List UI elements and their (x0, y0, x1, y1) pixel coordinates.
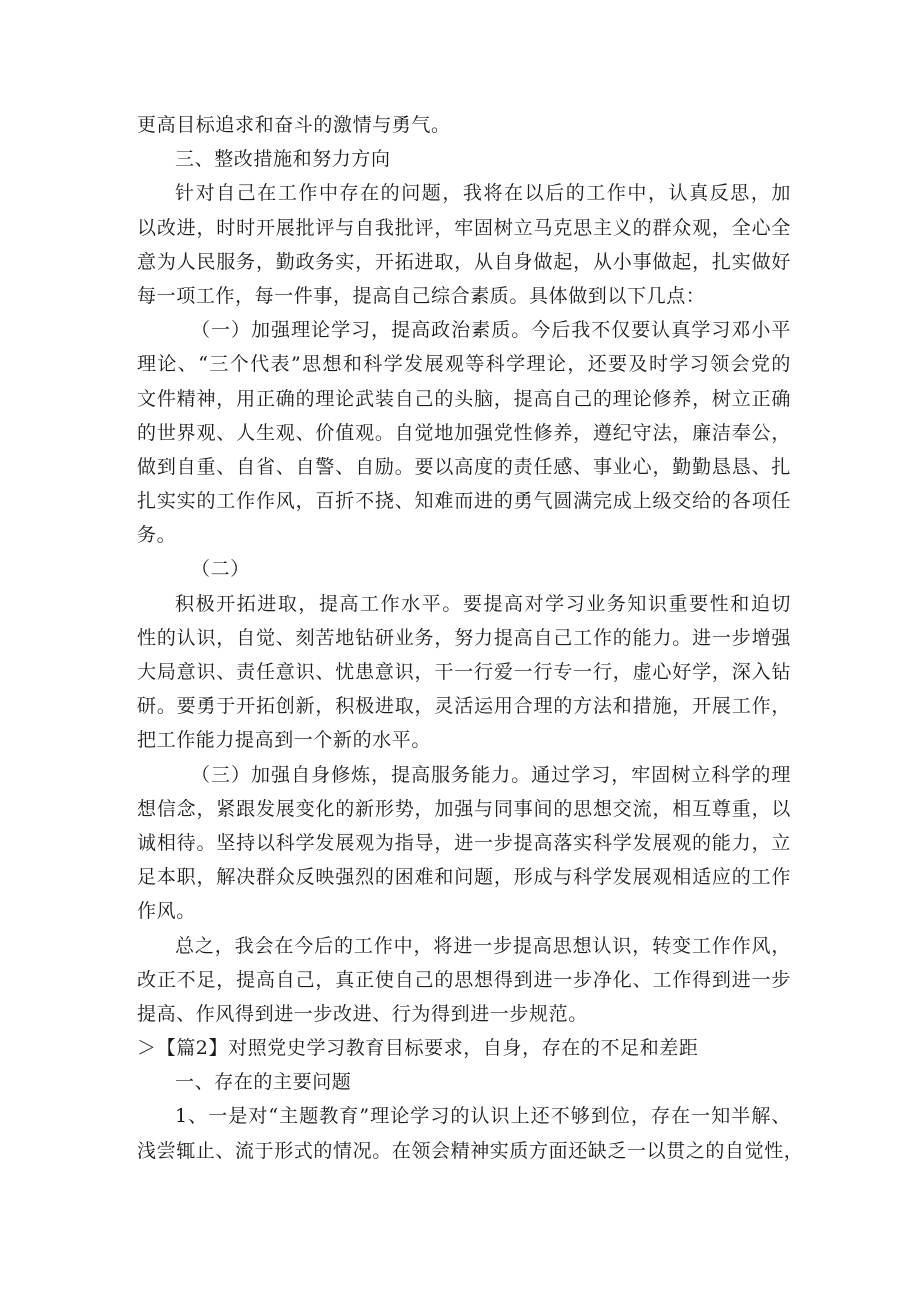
paragraph-line: 务。 (137, 524, 177, 547)
paragraph-line: 每一项工作，每一件事，提高自己综合素质。具体做到以下几点： (137, 284, 706, 307)
paragraph-line: 积极开拓进取，提高工作水平。要提高对学习业务知识重要性和迫切 (175, 592, 791, 615)
paragraph-line: 扎实实的工作作风，百折不挠、知难而进的勇气圆满完成上级交给的各项任 (137, 490, 791, 513)
section-heading-rectification: 三、整改措施和努力方向 (175, 148, 391, 171)
paragraph-line: 更高目标追求和奋斗的激情与勇气。 (137, 114, 451, 136)
paragraph-line: 把工作能力提高到一个新的水平。 (137, 729, 432, 752)
paragraph-line: 提高、作风得到进一步改进、行为得到进一步规范。 (137, 1002, 588, 1025)
paragraph-line: 研。要勇于开拓创新，积极进取，灵活运用合理的方法和措施，开展工作， (137, 695, 791, 718)
paragraph-line: 的世界观、人生观、价值观。自觉地加强党性修养，遵纪守法，廉洁奉公， (137, 421, 791, 444)
paragraph-line: 以改进，时时开展批评与自我批评，牢固树立马克思主义的群众观，全心全 (137, 216, 791, 239)
paragraph-line: 浅尝辄止、流于形式的情况。在领会精神实质方面还缺乏一以贯之的自觉性， (137, 1139, 804, 1162)
paragraph-line: 总之，我会在今后的工作中，将进一步提高思想认识，转变工作作风， (175, 934, 791, 957)
paragraph-line: 足本职，解决群众反映强烈的困难和问题，形成与科学发展观相适应的工作 (137, 866, 791, 889)
paragraph-line: 针对自己在工作中存在的问题，我将在以后的工作中，认真反思，加 (175, 182, 791, 205)
subsection-heading-2: （二） (191, 558, 250, 581)
section-heading-problems: 一、存在的主要问题 (175, 1071, 352, 1094)
subsection-heading-3: （三）加强自身修炼，提高服务能力。通过学习，牢固树立科学的理 (191, 763, 791, 786)
paragraph-line: 改正不足，提高自己，真正使自己的思想得到进一步净化、工作得到进一步 (137, 968, 791, 991)
paragraph-line: 性的认识，自觉、刻苦地钻研业务，努力提高自己工作的能力。进一步增强 (137, 626, 791, 649)
paragraph-line: 想信念，紧跟发展变化的新形势，加强与同事间的思想交流，相互尊重，以 (137, 797, 791, 820)
paragraph-line: 诚相待。坚持以科学发展观为指导，进一步提高落实科学发展观的能力，立 (137, 831, 791, 854)
subsection-heading-1: （一）加强理论学习，提高政治素质。今后我不仅要认真学习邓小平 (191, 319, 791, 342)
document-body (137, 108, 804, 1168)
paragraph-line: 作风。 (137, 900, 196, 923)
article-title-link[interactable]: ＞【篇2】对照党史学习教育目标要求，自身，存在的不足和差距 (137, 1037, 699, 1060)
paragraph-line: 理论、“三个代表”思想和科学发展观等科学理论，还要及时学习领会党的 (137, 353, 791, 376)
paragraph-line: 大局意识、责任意识、忧患意识，干一行爱一行专一行，虚心好学，深入钻 (137, 661, 791, 683)
paragraph-line: 1、一是对“主题教育”理论学习的认识上还不够到位，存在一知半解、 (175, 1105, 791, 1128)
paragraph-line: 文件精神，用正确的理论武装自己的头脑，提高自己的理论修养，树立正确 (137, 387, 791, 410)
paragraph-line: 做到自重、自省、自警、自励。要以高度的责任感、事业心，勤勤恳恳、扎 (137, 455, 791, 478)
paragraph-line: 意为人民服务，勤政务实，开拓进取，从自身做起，从小事做起，扎实做好 (137, 250, 791, 273)
